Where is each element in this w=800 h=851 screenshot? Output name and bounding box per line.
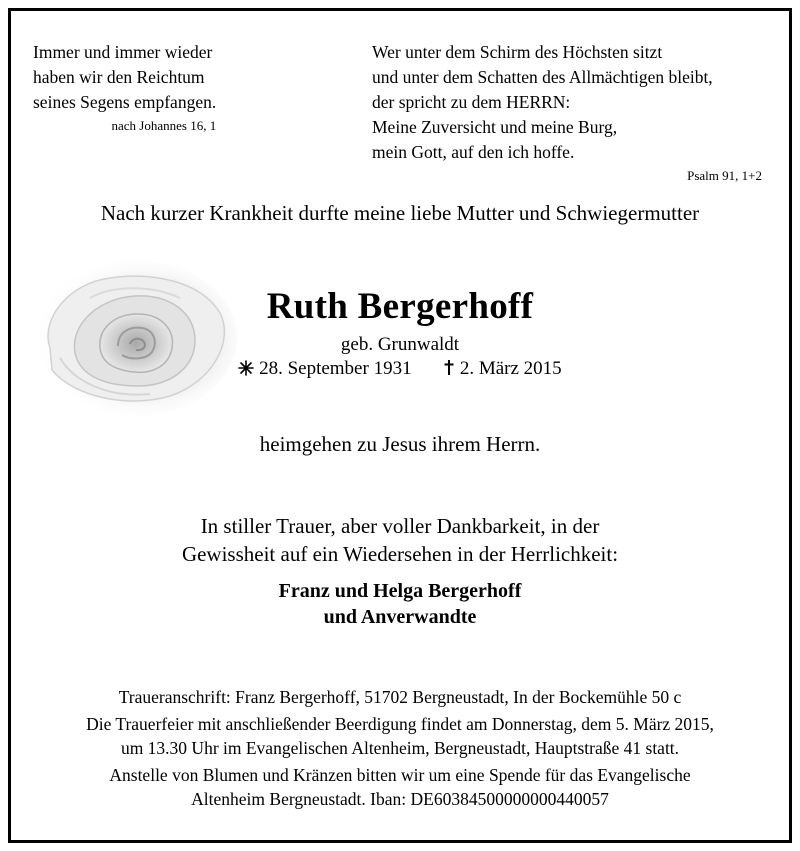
family-line: und Anverwandte (323, 606, 477, 628)
verse-right-line: mein Gott, auf den ich hoffe. (372, 142, 575, 162)
life-dates (0, 358, 800, 382)
donation-line: Altenheim Bergneustadt. Iban: DE60384500000000440057 (191, 789, 609, 809)
verse-left-line: seines Segens empfangen. (33, 92, 217, 112)
verse-left-line: Immer und immer wieder (33, 42, 213, 62)
birth-date: 28. September 1931 (259, 358, 412, 379)
family-names (0, 578, 800, 630)
info-block (0, 685, 800, 812)
verse-right (372, 40, 762, 187)
donation-line: Anstelle von Blumen und Kränzen bitten wir um eine Spende für das Evangelische (109, 764, 691, 785)
maiden-name: geb. Grunwaldt (340, 334, 460, 355)
mourning-line: Gewissheit auf ein Wiedersehen in der Herrlichkeit: (181, 542, 619, 566)
death-date: 2. März 2015 (459, 358, 562, 379)
ceremony-line: um 13.30 Uhr im Evangelischen Altenheim, Bergneustadt, Hauptstraße 41 statt. (120, 738, 680, 758)
verse-left-line: haben wir den Reichtum (33, 67, 205, 87)
verse-left (33, 40, 216, 137)
ceremony-info (0, 712, 800, 761)
intro-text: Nach kurzer Krankheit durfte meine liebe Mutter und Schwiegermutter (100, 201, 700, 225)
verse-right-line: der spricht zu dem HERRN: (372, 92, 571, 112)
address-line: Traueranschrift: Franz Bergerhoff, 51702 Bergneustadt, In der Bockemühle 50 c (118, 687, 682, 707)
cross-icon (443, 359, 455, 382)
verse-right-line: und unter dem Schatten des Allmächtigen bleibt, (372, 67, 713, 87)
mourning-line: In stiller Trauer, aber voller Dankbarkeit, in der (200, 514, 600, 538)
family-line: Franz und Helga Bergerhoff (278, 580, 522, 602)
donation-info (0, 763, 800, 812)
verse-right-line: Wer unter dem Schirm des Höchsten sitzt (372, 42, 663, 62)
mourning-text (0, 512, 800, 568)
deceased-name: Ruth Bergerhoff (266, 286, 534, 327)
ceremony-line: Die Trauerfeier mit anschließender Beerdigung findet am Donnerstag, dem 5. März 2015, (86, 713, 714, 734)
asterisk-star-icon (238, 360, 254, 382)
verse-right-reference: Psalm 91, 1+2 (687, 168, 762, 183)
passing-text: heimgehen zu Jesus ihrem Herrn. (259, 432, 541, 456)
verse-right-line: Meine Zuversicht und meine Burg, (372, 117, 618, 137)
verse-left-reference: nach Johannes 16, 1 (111, 118, 217, 133)
